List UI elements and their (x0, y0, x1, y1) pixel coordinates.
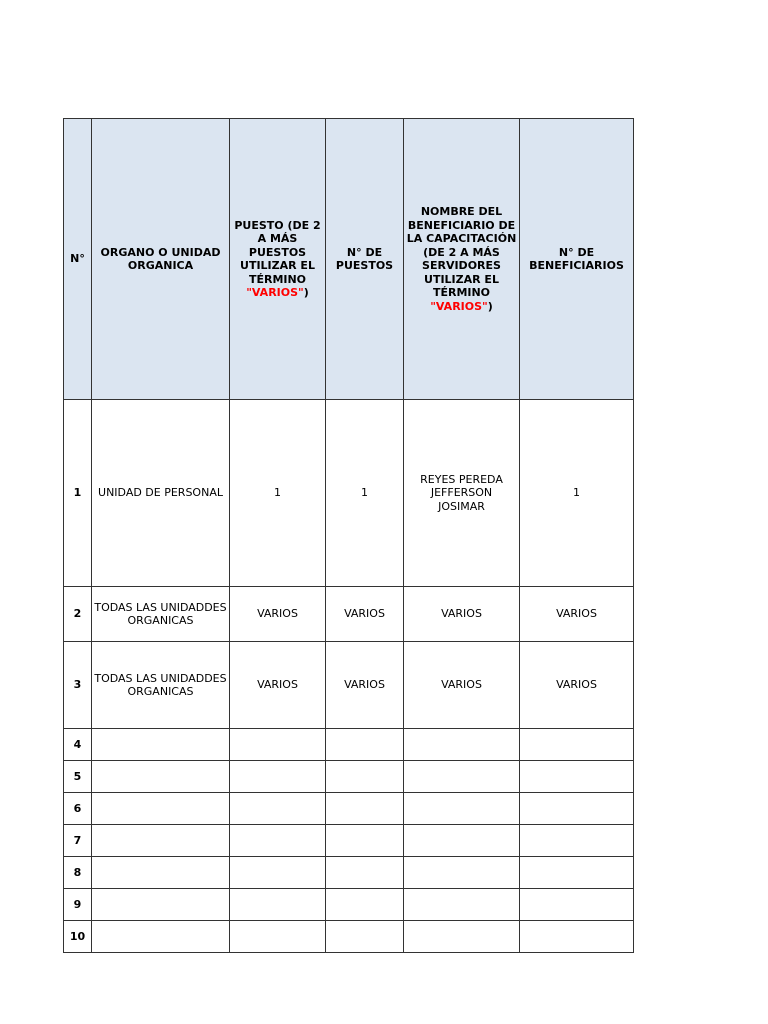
cell-puesto (230, 889, 326, 921)
header-row (64, 119, 634, 400)
header-no: N° (64, 119, 92, 400)
cell-nombre (404, 793, 520, 825)
cell-n-beneficiarios (520, 793, 634, 825)
header-puesto-text: PUESTO (DE 2 A MÁS PUESTOS UTILIZAR EL TÉRMINO (234, 218, 321, 286)
cell-n-beneficiarios (520, 729, 634, 761)
header-nombre-close: ) (487, 299, 493, 313)
cell-n-puestos: VARIOS (326, 587, 404, 642)
row-number: 1 (64, 400, 92, 587)
cell-organo (92, 761, 230, 793)
cell-nombre (404, 921, 520, 953)
header-puesto-varios: "VARIOS" (246, 286, 304, 299)
cell-organo: UNIDAD DE PERSONAL (92, 400, 230, 587)
cell-nombre (404, 889, 520, 921)
cell-n-beneficiarios: VARIOS (520, 642, 634, 729)
cell-nombre (404, 729, 520, 761)
row-number: 5 (64, 761, 92, 793)
cell-nombre (404, 761, 520, 793)
cell-n-beneficiarios (520, 889, 634, 921)
cell-organo (92, 825, 230, 857)
table-row (64, 729, 634, 761)
cell-puesto: 1 (230, 400, 326, 587)
cell-organo (92, 889, 230, 921)
cell-n-beneficiarios: 1 (520, 400, 634, 587)
header-n-beneficiarios: N° DE BENEFICIARIOS (520, 119, 634, 400)
cell-puesto (230, 857, 326, 889)
row-number: 2 (64, 587, 92, 642)
table-row (64, 857, 634, 889)
cell-n-beneficiarios (520, 825, 634, 857)
cell-n-puestos: VARIOS (326, 642, 404, 729)
cell-puesto (230, 793, 326, 825)
cell-nombre: VARIOS (404, 642, 520, 729)
cell-organo (92, 729, 230, 761)
cell-nombre (404, 825, 520, 857)
cell-n-puestos (326, 729, 404, 761)
table-row (64, 921, 634, 953)
header-organo: ORGANO O UNIDAD ORGANICA (92, 119, 230, 400)
header-nombre (404, 119, 520, 400)
header-n-puestos: N° DE PUESTOS (326, 119, 404, 400)
table-row (64, 642, 634, 729)
cell-nombre: VARIOS (404, 587, 520, 642)
row-number: 4 (64, 729, 92, 761)
row-number: 10 (64, 921, 92, 953)
cell-organo (92, 793, 230, 825)
cell-n-puestos: 1 (326, 400, 404, 587)
row-number: 7 (64, 825, 92, 857)
header-puesto-close: ) (303, 286, 309, 299)
cell-nombre: REYES PEREDA JEFFERSON JOSIMAR (404, 400, 520, 587)
cell-nombre (404, 857, 520, 889)
cell-organo: TODAS LAS UNIDADDES ORGANICAS (92, 587, 230, 642)
cell-n-beneficiarios: VARIOS (520, 587, 634, 642)
cell-puesto (230, 825, 326, 857)
cell-puesto: VARIOS (230, 642, 326, 729)
cell-n-beneficiarios (520, 857, 634, 889)
header-nombre-varios: "VARIOS" (430, 299, 488, 313)
cell-puesto: VARIOS (230, 587, 326, 642)
cell-puesto (230, 729, 326, 761)
cell-organo (92, 857, 230, 889)
cell-n-puestos (326, 857, 404, 889)
header-puesto (230, 119, 326, 400)
cell-puesto (230, 761, 326, 793)
beneficiaries-table (63, 118, 634, 953)
cell-n-beneficiarios (520, 761, 634, 793)
cell-n-puestos (326, 889, 404, 921)
table-row (64, 587, 634, 642)
table-row (64, 400, 634, 587)
row-number: 9 (64, 889, 92, 921)
cell-n-puestos (326, 761, 404, 793)
row-number: 3 (64, 642, 92, 729)
cell-puesto (230, 921, 326, 953)
table-row (64, 793, 634, 825)
row-number: 6 (64, 793, 92, 825)
cell-n-puestos (326, 825, 404, 857)
cell-organo (92, 921, 230, 953)
cell-n-beneficiarios (520, 921, 634, 953)
cell-organo: TODAS LAS UNIDADDES ORGANICAS (92, 642, 230, 729)
header-nombre-text: NOMBRE DEL BENEFICIARIO DE LA CAPACITACIÓN (DE 2 A MÁS SERVIDORES UTILIZAR EL TÉRMINO (406, 205, 517, 299)
table-row (64, 889, 634, 921)
cell-n-puestos (326, 793, 404, 825)
table-row (64, 825, 634, 857)
table-row (64, 761, 634, 793)
cell-n-puestos (326, 921, 404, 953)
row-number: 8 (64, 857, 92, 889)
